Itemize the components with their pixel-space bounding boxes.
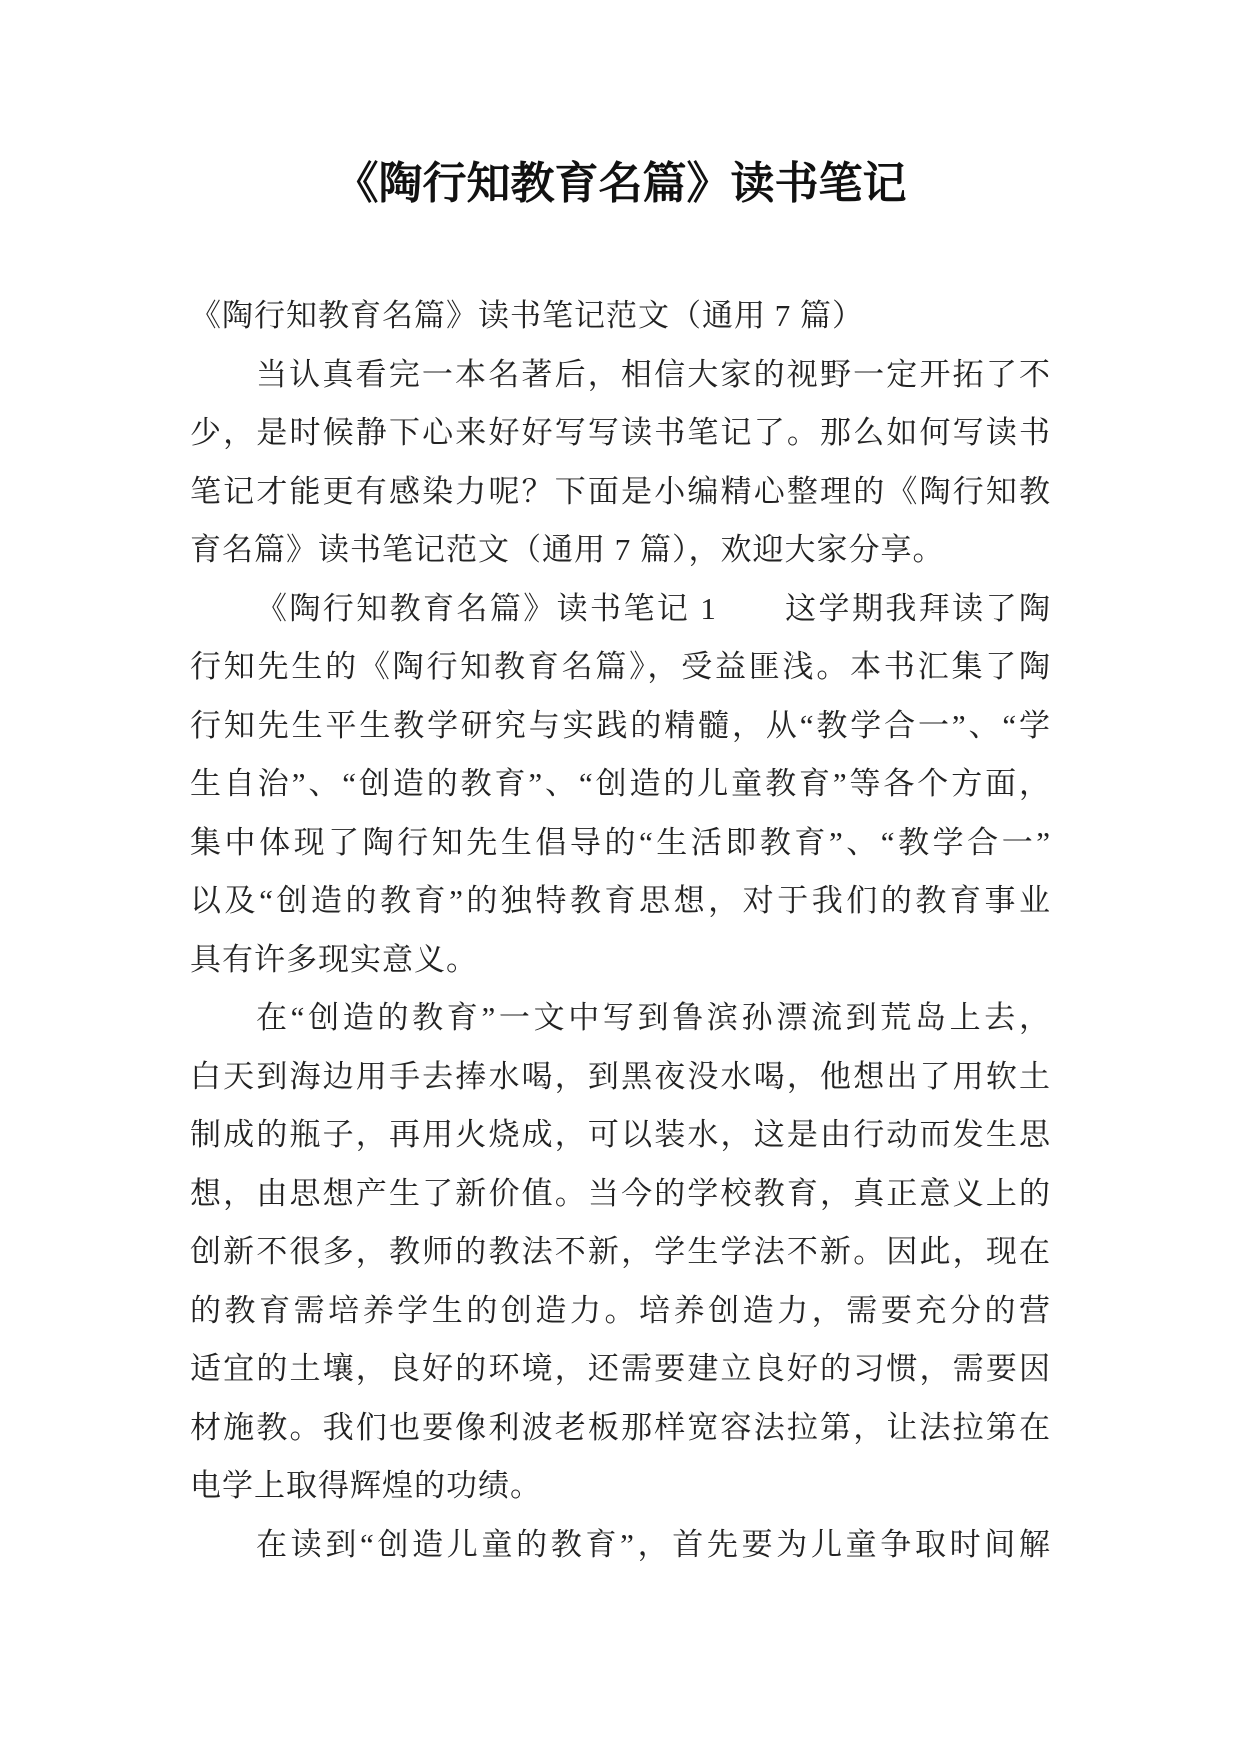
children-education-paragraph	[190, 1516, 1051, 1575]
document-subtitle: 《陶行知教育名篇》读书笔记范文（通用 7 篇）	[190, 298, 864, 333]
paragraph-line: 少，是时候静下心来好好写写读书笔记了。那么如何写读书	[190, 415, 1051, 450]
note-1-paragraph	[190, 580, 1051, 990]
creative-education-paragraph	[190, 989, 1051, 1516]
document-body	[190, 287, 1051, 1574]
paragraph-line: 当认真看完一本名著后，相信大家的视野一定开拓了不	[256, 356, 1051, 392]
paragraph-line: 材施教。我们也要像利波老板那样宽容法拉第，让法拉第在	[190, 1409, 1051, 1445]
paragraph-line: 行知先生平生教学研究与实践的精髓，从“教学合一”、“学	[190, 707, 1051, 743]
paragraph-line: 创新不很多，教师的教法不新，学生学法不新。因此，现在	[190, 1234, 1051, 1269]
paragraph-line: 的教育需培养学生的创造力。培养创造力，需要充分的营	[190, 1292, 1051, 1328]
paragraph-line: 《陶行知教育名篇》读书笔记 1 这学期我拜读了陶	[256, 590, 1051, 626]
paragraph-line: 白天到海边用手去捧水喝，到黑夜没水喝，他想出了用软土	[190, 1058, 1051, 1094]
paragraph-line: 笔记才能更有感染力呢？下面是小编精心整理的《陶行知教	[190, 473, 1051, 509]
paragraph-line: 适宜的土壤，良好的环境，还需要建立良好的习惯，需要因	[190, 1351, 1051, 1386]
paragraph-line: 生自治”、“创造的教育”、“创造的儿童教育”等各个方面，	[190, 766, 1051, 801]
paragraph-line: 以及“创造的教育”的独特教育思想，对于我们的教育事业	[190, 883, 1051, 918]
paragraph-line: 在“创造的教育”一文中写到鲁滨孙漂流到荒岛上去，	[256, 1000, 1051, 1035]
paragraph-line: 集中体现了陶行知先生倡导的“生活即教育”、“教学合一”	[190, 824, 1051, 860]
paragraph-line: 育名篇》读书笔记范文（通用 7 篇），欢迎大家分享。	[190, 532, 945, 567]
paragraph-line: 具有许多现实意义。	[190, 941, 478, 977]
paragraph-line: 制成的瓶子，再用火烧成，可以装水，这是由行动而发生思	[190, 1117, 1051, 1152]
intro-paragraph	[190, 346, 1051, 580]
paragraph-line: 电学上取得辉煌的功绩。	[190, 1468, 542, 1503]
paragraph-line: 在读到“创造儿童的教育”，首先要为儿童争取时间解	[256, 1526, 1051, 1562]
paragraph-line: 行知先生的《陶行知教育名篇》，受益匪浅。本书汇集了陶	[190, 649, 1051, 684]
document-title: 《陶行知教育名篇》读书笔记	[334, 159, 907, 208]
paragraph-line: 想，由思想产生了新价值。当今的学校教育，真正意义上的	[190, 1175, 1051, 1211]
